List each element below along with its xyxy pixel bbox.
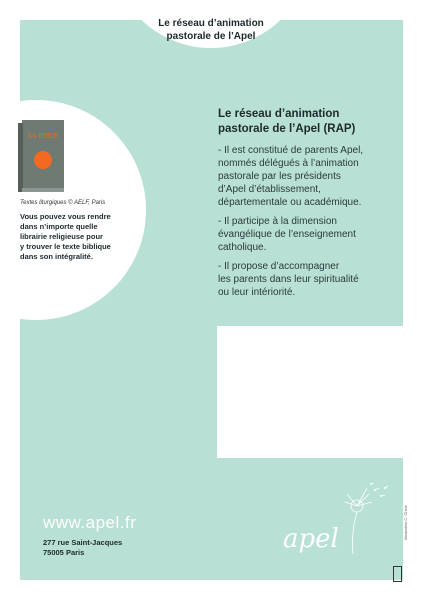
rap-line: les parents dans leur spiritualité <box>218 274 359 285</box>
rap-line: pastorale par les présidents <box>218 171 341 182</box>
note-line: librairie religieuse pour <box>20 232 103 241</box>
rap-line: nommés délégués à l’animation <box>218 158 359 169</box>
illustration-credit: Illustration C. Chloé <box>403 505 408 540</box>
book-caption: Textes liturgiques © AELF, Paris <box>20 200 106 206</box>
rap-line: évangélique de l’enseignement <box>218 229 356 240</box>
header-title-line2: pastorale de l’Apel <box>166 31 256 42</box>
rap-line: - Il participe à la dimension <box>218 216 337 227</box>
book-sun-shape <box>34 151 52 169</box>
address-line2: 75005 Paris <box>43 548 85 557</box>
note-line: dans son intégralité. <box>20 252 93 261</box>
note-line: dans n’importe quelle <box>20 222 98 231</box>
rap-line: ou leur intériorité. <box>218 287 296 298</box>
rap-line: catholique. <box>218 242 267 253</box>
recycle-badge-icon <box>393 566 402 582</box>
postal-address <box>43 538 122 558</box>
book-title-text: LA BIBLE <box>28 133 58 140</box>
header-title-line1: Le réseau d’animation <box>158 18 264 29</box>
white-block <box>217 326 403 458</box>
rap-list <box>218 144 398 305</box>
rap-line: d’Apel d’établissement, <box>218 184 321 195</box>
apel-logo-text: apel <box>283 524 339 554</box>
bible-note <box>20 212 130 262</box>
header-title <box>131 17 291 43</box>
rap-item <box>218 144 398 209</box>
rap-title-line1: Le réseau d’animation <box>218 108 340 120</box>
rap-item <box>218 260 398 299</box>
rap-line: - Il propose d’accompagner <box>218 261 340 272</box>
mint-panel-leftcol <box>20 326 217 458</box>
rap-item <box>218 215 398 254</box>
website-link[interactable]: www.apel.fr <box>43 513 137 532</box>
rap-title <box>218 107 398 137</box>
rap-line: départementale ou académique. <box>218 197 362 208</box>
rap-line: - Il est constitué de parents Apel, <box>218 145 364 156</box>
address-line1: 277 rue Saint-Jacques <box>43 538 123 547</box>
note-line: y trouver le texte biblique <box>20 242 111 251</box>
bible-book-image <box>18 120 64 192</box>
rap-title-line2: pastorale de l’Apel (RAP) <box>218 123 356 135</box>
note-line: Vous pouvez vous rendre <box>20 212 111 221</box>
